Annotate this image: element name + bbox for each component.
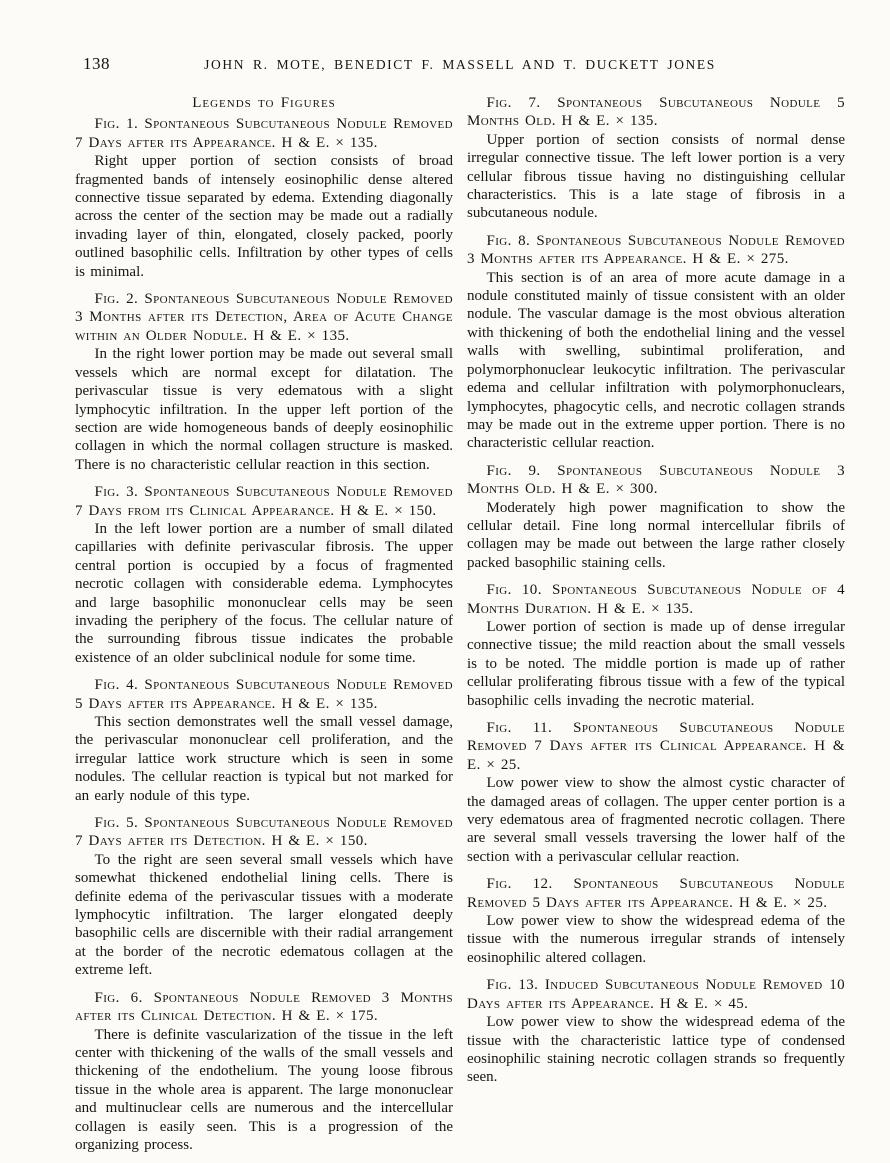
page-number: 138 (83, 54, 110, 73)
figure-caption: Fig. 3. Spontaneous Subcutaneous Nodule Removed 7 Days from its Clinical Appearance. H & E. × 150. (75, 484, 453, 519)
right-column (467, 94, 845, 1154)
figure-legend-4 (75, 676, 453, 805)
figure-description: Low power view to show the widespread edema of the tissue with the numerous irregular strands of intensely eosinophilic altered collagen. (467, 913, 845, 966)
section-heading: Legends to Figures (192, 95, 336, 111)
figure-description: There is definite vascularization of the tissue in the left center with thickening of the walls of the small vessels and thickening of the endothelium. The young loose fibrous tissue in the whole area is apparent. The large mononuclear and multinuclear cells are numerous and the intercellular collagen is easily seen. This is a progression of the organizing process. (75, 1026, 453, 1153)
figure-caption: Fig. 12. Spontaneous Subcutaneous Nodule Removed 5 Days after its Appearance. H & E. × 25. (467, 876, 845, 911)
left-column (75, 94, 453, 1154)
figure-description: This section demonstrates well the small vessel damage, the perivascular mononuclear cell proliferation, and the irregular lattice work structure which is seen in some nodules. The cellular reaction is typical but not marked for an early nodule of this type. (75, 714, 453, 804)
figure-legend-9 (467, 462, 845, 572)
figure-legend-2 (75, 290, 453, 474)
figure-legend-8 (467, 232, 845, 453)
figure-caption: Fig. 7. Spontaneous Subcutaneous Nodule 5 Months Old. H & E. × 135. (467, 95, 845, 130)
figure-description: To the right are seen several small vessels which have somewhat thickened endothelial lining cells. There is definite edema of the perivascular tissues with a moderate lymphocytic infiltration. The larger elongated deeply basophilic cells are discernible with their radial arrangement at the border of the necrotic edematous collagen at the extreme left. (75, 851, 453, 979)
figure-description: Upper portion of section consists of normal dense irregular connective tissue. The left lower portion is a very cellular fibrous tissue having no distinguishing cellular characteristics. This is a late stage of fibrosis in a subcutaneous nodule. (467, 131, 845, 222)
figure-caption: Fig. 8. Spontaneous Subcutaneous Nodule Removed 3 Months after its Appearance. H & E. × 275. (467, 232, 845, 268)
figure-legend-3 (75, 483, 453, 667)
running-head: JOHN R. MOTE, BENEDICT F. MASSELL AND T. DUCKETT JONES (204, 57, 716, 72)
figure-description: Moderately high power magnification to show the cellular detail. Fine long normal intercellular fibrils of collagen may be made out between the large rather closely packed basophilic staining cells. (467, 499, 845, 571)
figure-legend-11 (467, 719, 845, 866)
figure-legend-5 (75, 814, 453, 980)
figure-caption: Fig. 9. Spontaneous Subcutaneous Nodule 3 Months Old. H & E. × 300. (467, 462, 845, 498)
figure-caption: Fig. 5. Spontaneous Subcutaneous Nodule Removed 7 Days after its Detection. H & E. × 150. (75, 815, 453, 850)
figure-description: In the left lower portion are a number of small dilated capillaries with definite perivascular fibrosis. The upper central portion is occupied by a focus of fragmented necrotic collagen with considerable edema. Lymphocytes and large basophilic mononuclear cells may be seen invading the periphery of the focus. The cellular nature of the surrounding fibrous tissue indicates the probable existence of an older subclinical nodule for some time. (75, 520, 453, 666)
figure-description: Low power view to show the widespread edema of the tissue with the characteristic lattice type of condensed eosinophilic staining necrotic collagen strands so frequently seen. (467, 1014, 845, 1086)
two-column-body (75, 94, 845, 1154)
page-header (75, 54, 845, 80)
figure-description: In the right lower portion may be made out several small vessels which are normal except for dilatation. The perivascular tissue is very edematous with a slight lymphocytic infiltration. In the upper left portion of the section are wide homogeneous bands of deeply eosinophilic collagen in which the normal collagen structure is masked. There is no characteristic cellular reaction in this section. (75, 346, 453, 473)
figure-legend-6 (75, 989, 453, 1155)
figure-caption: Fig. 1. Spontaneous Subcutaneous Nodule Removed 7 Days after its Appearance. H & E. × 135. (75, 116, 453, 151)
figure-caption: Fig. 13. Induced Subcutaneous Nodule Removed 10 Days after its Appearance. H & E. × 45. (467, 977, 845, 1012)
figure-legend-13 (467, 976, 845, 1086)
figure-caption: Fig. 11. Spontaneous Subcutaneous Nodule Removed 7 Days after its Clinical Appearance. H & E. × 25. (467, 720, 845, 773)
figure-legend-12 (467, 875, 845, 967)
figure-caption: Fig. 2. Spontaneous Subcutaneous Nodule Removed 3 Months after its Detection, Area of Acute Change within an Older Nodule. H & E. × 135. (75, 291, 453, 344)
figure-legend-1 (75, 115, 453, 281)
figure-description: Right upper portion of section consists of broad fragmented bands of intensely eosinophilic dense altered connective tissue separated by edema. Extending diagonally across the center of the section may be made out a radially invading layer of thin, elongated, closely packed, poorly outlined basophilic cells. Infiltration by other types of cells is minimal. (75, 153, 453, 280)
figure-description: Lower portion of section is made up of dense irregular connective tissue; the mild reaction about the small vessels is to be noted. The middle portion is made up of rather cellular proliferating fibrous tissue with a few of the typical basophilic cells invading the necrotic material. (467, 618, 845, 709)
figure-legend-7 (467, 94, 845, 223)
figure-description: Low power view to show the almost cystic character of the damaged areas of collagen. The upper center portion is a very edematous area of fragmented necrotic collagen. There are several small vessels traversing the lower half of the section with a perivascular cellular reaction. (467, 775, 845, 865)
figure-caption: Fig. 6. Spontaneous Nodule Removed 3 Months after its Clinical Detection. H & E. × 175. (75, 989, 453, 1025)
figure-legend-10 (467, 581, 845, 710)
figure-description: This section is of an area of more acute damage in a nodule constituted mainly of tissue consistent with an older nodule. The vascular damage is the most obvious alteration with thickening of both the endothelial lining and the vessel walls with swelling, subintimal proliferation, and polymorphonuclear leukocytic infiltration. The perivascular edema and cellular infiltration with polymorphonuclears, lymphocytes, phagocytic cells, and necrotic collagen strands may be made out in the extreme upper portion. There is no characteristic cellular reaction. (467, 269, 845, 452)
figure-caption: Fig. 4. Spontaneous Subcutaneous Nodule Removed 5 Days after its Appearance. H & E. × 135. (75, 677, 453, 712)
figure-caption: Fig. 10. Spontaneous Subcutaneous Nodule of 4 Months Duration. H & E. × 135. (467, 582, 845, 617)
